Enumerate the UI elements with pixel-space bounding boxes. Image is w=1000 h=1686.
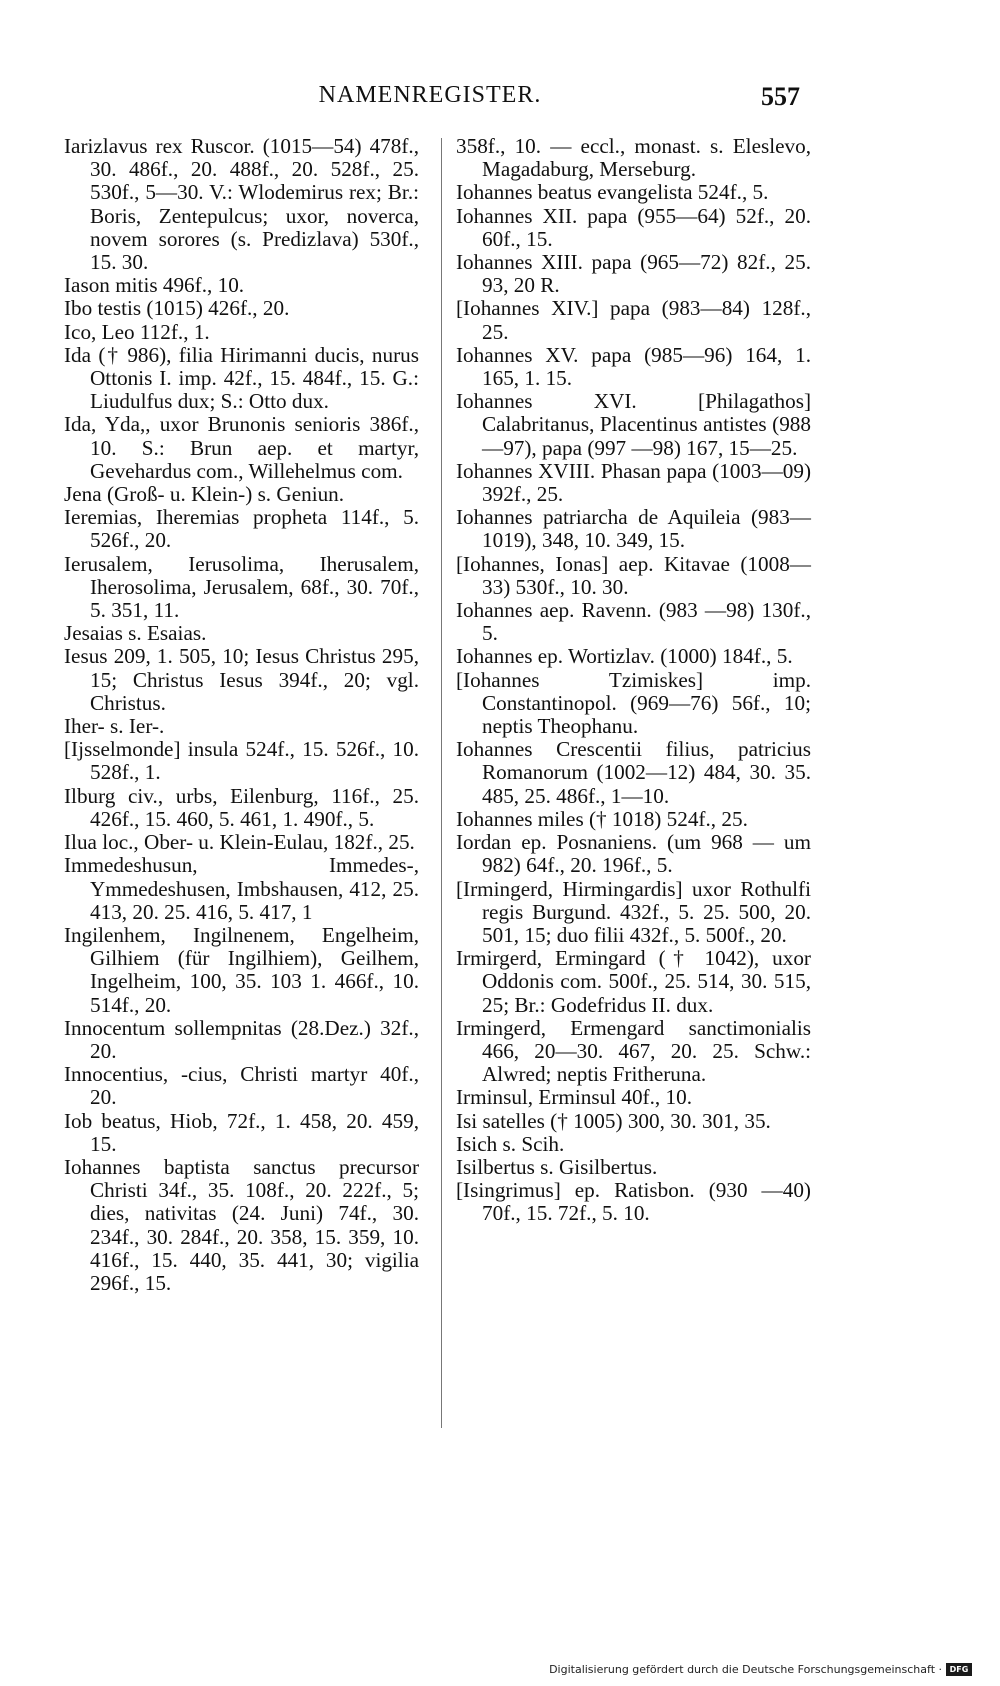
index-entry: Iarizlavus rex Ruscor. (1015—54) 478f., 30. 486f., 20. 488f., 20. 528f., 25. 530f., 5—30. V.: Wlodemirus rex; Br.: Boris, Zentepulcus; uxor, noverca, novem sorores (s. Predizlava) 530f., 15. 30. <box>64 134 419 275</box>
index-entry: [Irmingerd, Hirmingardis] uxor Rothulfi regis Burgund. 432f., 5. 25. 500, 20. 501, 15; duo filii 432f., 5. 500f., 20. <box>456 876 811 947</box>
index-entry: Ilua loc., Ober- u. Klein-Eulau, 182f., 25. <box>64 830 415 855</box>
index-entry: Isi satelles († 1005) 300, 30. 301, 35. <box>456 1108 771 1133</box>
index-entry: Jesaias s. Esaias. <box>64 621 207 646</box>
index-entry: Irminsul, Erminsul 40f., 10. <box>456 1085 692 1110</box>
index-entry: Iohannes ep. Wortizlav. (1000) 184f., 5. <box>456 644 793 669</box>
index-entry: Iordan ep. Posnaniens. (um 968 — um 982) 64f., 20. 196f., 5. <box>456 830 811 878</box>
index-entry: Ida, Yda,, uxor Brunonis senioris 386f., 10. S.: Brun aep. et martyr, Gevehardus com., Willehelmus com. <box>64 412 419 483</box>
index-entry: Ilburg civ., urbs, Eilenburg, 116f., 25. 426f., 15. 460, 5. 461, 1. 490f., 5. <box>64 783 419 831</box>
index-entry: [Isingrimus] ep. Ratisbon. (930 —40) 70f., 15. 72f., 5. 10. <box>456 1178 811 1226</box>
index-entry: Iohannes beatus evangelista 524f., 5. <box>456 180 769 205</box>
index-entry: Iohannes miles († 1018) 524f., 25. <box>456 806 748 831</box>
index-entry: Ierusalem, Ierusolima, Iherusalem, Iherosolima, Jerusalem, 68f., 30. 70f., 5. 351, 11. <box>64 551 419 623</box>
running-title: NAMENREGISTER. <box>318 82 542 108</box>
index-entry: Iohannes baptista sanctus precursor Christi 34f., 35. 108f., 20. 222f., 5; dies, nativitas (24. Juni) 74f., 30. 234f., 30. 284f., 20. 358, 15. 359, 10. 416f., 15. 440, 35. 441, 30; vigilia 296f., 15. <box>64 1154 419 1295</box>
index-entry: Iohannes XIII. papa (965—72) 82f., 25. 93, 20 R. <box>456 250 811 298</box>
footer-credit: Digitalisierung gefördert durch die Deutsche Forschungsgemeinschaft · <box>549 1663 942 1676</box>
index-entry: Ieremias, Iheremias propheta 114f., 5. 526f., 20. <box>64 505 419 553</box>
index-entry: Isich s. Scih. <box>456 1131 565 1156</box>
index-entry: [Iohannes Tzimiskes] imp. Constantinopol. (969—76) 56f., 10; neptis Theophanu. <box>456 667 811 739</box>
index-entry: Iohannes XV. papa (985—96) 164, 1. 165, 1. 15. <box>456 342 811 391</box>
index-entry: Iohannes patriarcha de Aquileia (983—1019), 348, 10. 349, 15. <box>456 505 811 553</box>
index-entry: Immedeshusun, Immedes-, Ymmedeshusen, Imbshausen, 412, 25. 413, 20. 25. 416, 5. 417, 1 <box>64 853 419 924</box>
index-entry: Ida († 986), filia Hirimanni ducis, nurus Ottonis I. imp. 42f., 15. 484f., 15. G.: Liudulfus dux; S.: Otto dux. <box>64 342 419 414</box>
index-entry: Iohannes XVI. [Philagathos] Calabritanus, Placentinus antistes (988—97), papa (997 —98) 167, 15—25. <box>456 389 811 460</box>
index-entry: Ibo testis (1015) 426f., 20. <box>64 296 290 321</box>
index-entry: Isilbertus s. Gisilbertus. <box>456 1154 658 1179</box>
dfg-logo-icon: DFG <box>946 1663 972 1676</box>
index-entry: Iason mitis 496f., 10. <box>64 273 245 298</box>
index-entry: 358f., 10. — eccl., monast. s. Eleslevo, Magadaburg, Merseburg. <box>456 134 811 182</box>
index-entry: Iohannes XII. papa (955—64) 52f., 20. 60f., 15. <box>456 203 811 251</box>
index-entry: Innocentius, -cius, Christi martyr 40f., 20. <box>64 1062 419 1110</box>
index-entry: Ico, Leo 112f., 1. <box>64 319 210 344</box>
index-entry: Iohannes aep. Ravenn. (983 —98) 130f., 5. <box>456 598 811 646</box>
index-entry: Ingilenhem, Ingilnenem, Engelheim, Gilhiem (für Ingilhiem), Geilhem, Ingelheim, 100, 35. 103 1. 466f., 10. 514f., 20. <box>64 922 419 1017</box>
index-entry: [Iohannes, Ionas] aep. Kitavae (1008—33) 530f., 10. 30. <box>456 551 811 599</box>
index-entry: Iher- s. Ier-. <box>64 714 165 739</box>
index-entry: [Ijsselmonde] insula 524f., 15. 526f., 10. 528f., 1. <box>64 737 419 785</box>
index-column-left <box>64 135 419 1295</box>
index-entry: Jena (Groß- u. Klein-) s. Geniun. <box>64 482 345 507</box>
footer <box>549 1663 972 1676</box>
index-entry: Irmingerd, Ermengard sanctimonialis 466, 20—30. 467, 20. 25. Schw.: Alwred; neptis Fritheruna. <box>456 1015 811 1087</box>
page-number: 557 <box>761 82 800 111</box>
index-entry: Innocentum sollempnitas (28.Dez.) 32f., 20. <box>64 1015 419 1063</box>
index-entry: Iesus 209, 1. 505, 10; Iesus Christus 295, 15; Christus Iesus 394f., 20; vgl. Christus. <box>64 644 419 715</box>
index-entry: [Iohannes XIV.] papa (983—84) 128f., 25. <box>456 296 811 344</box>
index-column-right <box>456 135 811 1226</box>
page-header <box>60 82 800 122</box>
index-entry: Iohannes XVIII. Phasan papa (1003—09) 392f., 25. <box>456 458 811 507</box>
index-entry: Irmirgerd, Ermingard († 1042), uxor Oddonis com. 500f., 25. 514, 30. 515, 25; Br.: Godefridus II. dux. <box>456 946 811 1017</box>
column-divider <box>441 138 442 1428</box>
index-entry: Iohannes Crescentii filius, patricius Romanorum (1002—12) 484, 30. 35. 485, 25. 486f., 1—10. <box>456 737 811 808</box>
index-entry: Iob beatus, Hiob, 72f., 1. 458, 20. 459, 15. <box>64 1108 419 1156</box>
